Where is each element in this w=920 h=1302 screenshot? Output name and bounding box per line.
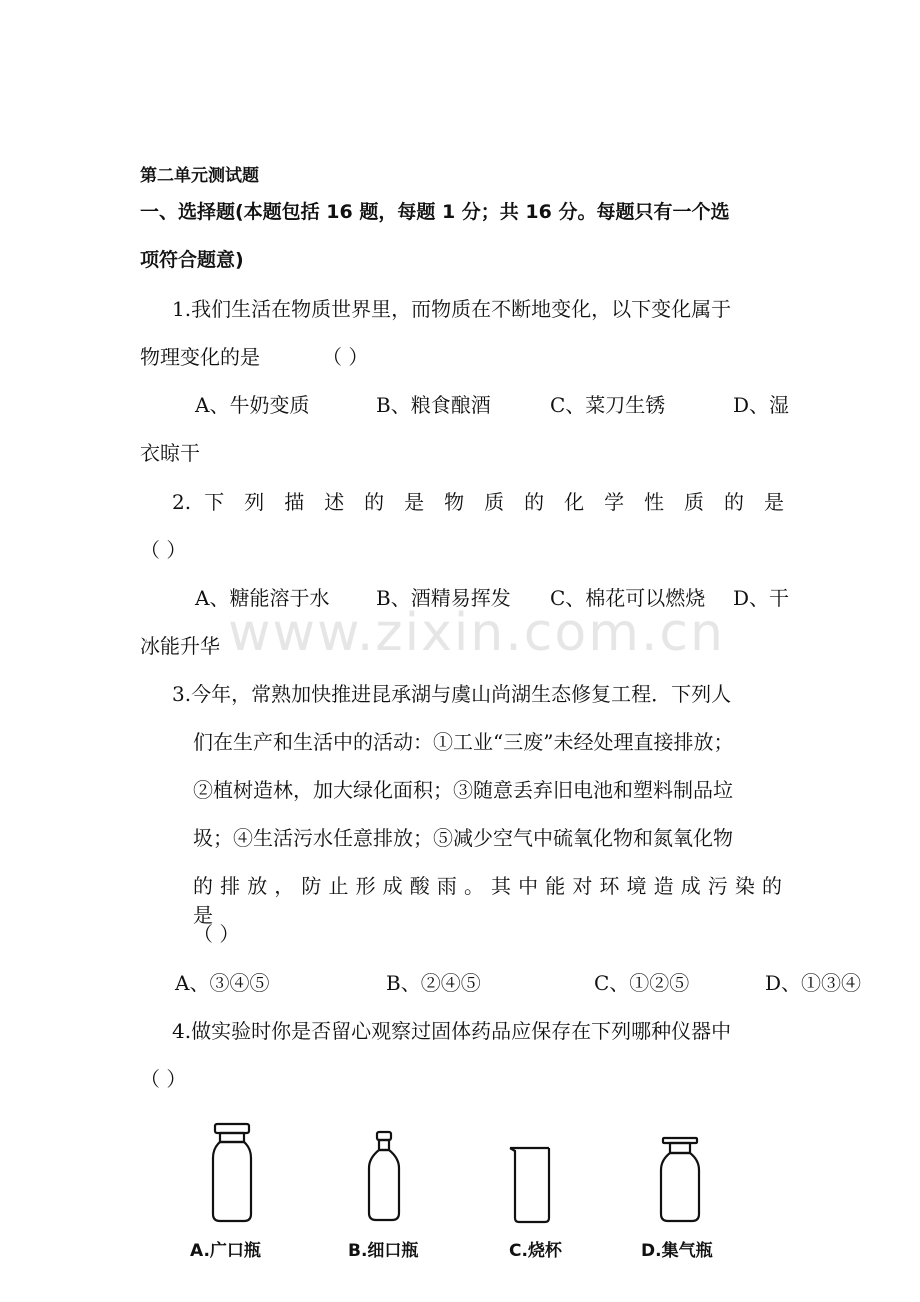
figure-caption-b: B.细口瓶 xyxy=(348,1241,419,1261)
q2-answer-bracket: （ ） xyxy=(140,538,187,562)
q3-option-d: D、①③④ xyxy=(765,971,862,995)
beaker-icon xyxy=(510,1148,549,1222)
q1-stem-line2: 物理变化的是 xyxy=(140,345,260,369)
q1-option-d-cont: 衣晾干 xyxy=(140,441,200,465)
q4-stem-line1: 4.做实验时你是否留心观察过固体药品应保存在下列哪种仪器中 xyxy=(172,1019,732,1043)
q2-option-a: A、糖能溶于水 xyxy=(195,586,330,610)
wide-mouth-bottle-icon xyxy=(213,1124,251,1221)
q3-stem-line5: 的 排 放 ， 防 止 形 成 酸 雨 。 其 中 能 对 环 境 造 成 污 染 的 是 xyxy=(193,874,782,927)
q3-answer-bracket: （ ） xyxy=(193,922,240,946)
q1-option-c: C、菜刀生锈 xyxy=(550,393,666,417)
q2-option-b: B、酒精易挥发 xyxy=(376,586,511,610)
q2-stem-line1: 2. 下 列 描 述 的 是 物 质 的 化 学 性 质 的 是 xyxy=(172,490,784,514)
q2-option-c: C、棉花可以燃烧 xyxy=(550,586,706,610)
q3-stem-line1: 3.今年，常熟加快推进昆承湖与虞山尚湖生态修复工程．下列人 xyxy=(172,682,732,706)
q3-stem-line2: 们在生产和生活中的活动：①工业“三废”未经处理直接排放； xyxy=(193,730,734,754)
figure-caption-a: A.广口瓶 xyxy=(190,1241,261,1261)
q1-option-a: A、牛奶变质 xyxy=(195,393,310,417)
q3-stem-line4: 圾；④生活污水任意排放；⑤减少空气中硫氧化物和氮氧化物 xyxy=(193,826,733,850)
q1-option-b: B、粮食酿酒 xyxy=(376,393,491,417)
q2-option-d-cont: 冰能升华 xyxy=(140,634,220,658)
gas-collecting-bottle-icon xyxy=(661,1138,699,1221)
narrow-mouth-bottle-icon xyxy=(369,1132,399,1220)
q1-stem-line1: 1.我们生活在物质世界里，而物质在不断地变化，以下变化属于 xyxy=(172,297,732,321)
q1-option-d: D、湿 xyxy=(733,393,790,417)
q1-answer-bracket: （ ） xyxy=(322,345,369,369)
section-heading: 一、选择题(本题包括 16 题，每题 1 分；共 16 分。每题只有一个选 xyxy=(140,201,730,223)
page-title: 第二单元测试题 xyxy=(140,166,259,186)
q4-answer-bracket: （ ） xyxy=(140,1067,187,1091)
q3-option-a: A、③④⑤ xyxy=(175,971,270,995)
q3-stem-line3: ②植树造林，加大绿化面积；③随意丢弃旧电池和塑料制品垃 xyxy=(193,778,733,802)
watermark: www.zixin.com.cn xyxy=(228,603,725,663)
section-heading-cont: 项符合题意) xyxy=(140,249,244,271)
figure-caption-d: D.集气瓶 xyxy=(641,1241,713,1261)
q3-option-c: C、①②⑤ xyxy=(594,971,690,995)
q2-option-d: D、干 xyxy=(733,586,790,610)
q3-option-b: B、②④⑤ xyxy=(386,971,481,995)
figure-caption-c: C.烧杯 xyxy=(509,1241,562,1261)
